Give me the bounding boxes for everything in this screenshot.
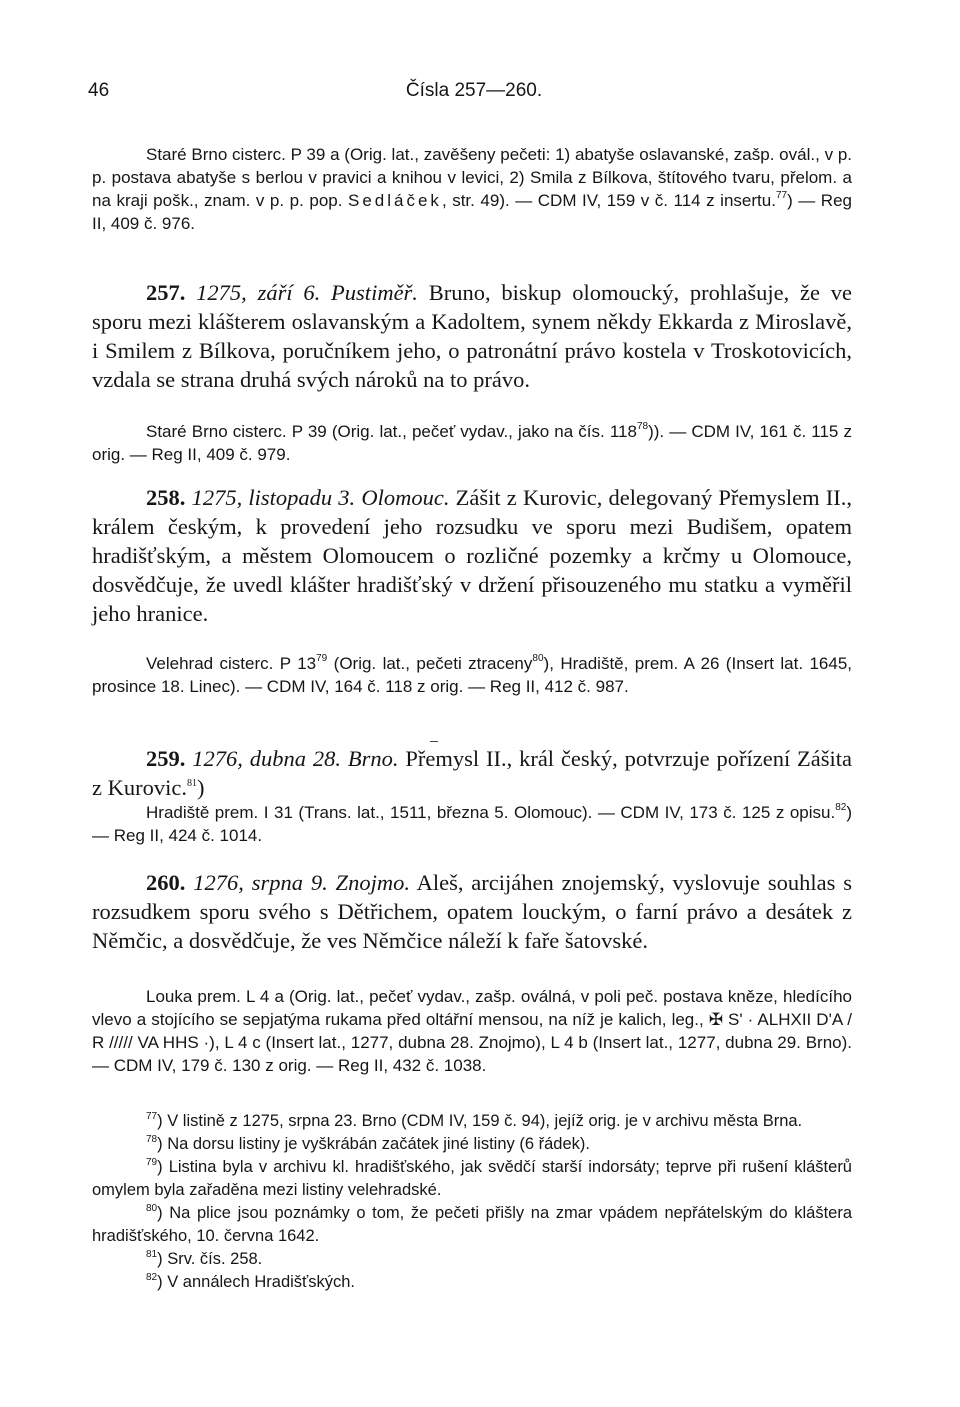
entry-text: 257. 1275, září 6. Pustiměř. Bruno, biskup olomoucký, prohlašuje, že ve sporu mezi klášterem oslavanským a Kadoltem, synem někdy Ekkarda z Miroslavě, i Smilem z Bílkova, poručníkem jeho, o patronátní právo kostela v Troskotovicích, vzdala se strana druhá svých nároků na to právo.: [92, 280, 853, 392]
footnote-79: $^{79}$) Listina byla v archivu kl. hradišťského, jak svědčí starší indorsáty; teprve při rušení klášterů omylem byla zařaděna mezi listiny velehradské.: [92, 1156, 852, 1199]
entry-source: Staré Brno cisterc. P 39 (Orig. lat., pečeť vydav., jako na čís. $118^{78}$)). — CDM IV, 161 č. 115 z orig. — Reg II, 409 č. 979.: [92, 421, 852, 464]
entry-number: 260.: [146, 870, 186, 895]
entry-number: 259.: [146, 746, 186, 771]
entry-date-place: 1276, srpna 9. Znojmo.: [193, 870, 410, 895]
footnotes: [92, 1110, 852, 1294]
footnote-ref: 79: [316, 653, 328, 665]
footnote-ref: 78: [636, 421, 649, 433]
footnote-78: $^{78}$) Na dorsu listiny je vyškrábán začátek jiné listiny (6 řádek).: [146, 1133, 590, 1153]
footnote-77: $^{77}$) V listině z 1275, srpna 23. Brno (CDM IV, 159 č. 94), jejíž orig. je v archivu města Brna.: [146, 1110, 803, 1130]
running-header: [88, 76, 860, 108]
author-name: Sedláček: [348, 191, 442, 210]
entry-date-place: 1275, listopadu 3. Olomouc.: [191, 485, 450, 510]
entry-source: Velehrad cisterc. P $13^{79}$ (Orig. lat., pečeti ztraceny$^{80}$), Hradiště, prem. A 26 (Insert lat. 1645, prosince 18. Linec). — CDM IV, 164 č. 118 z orig. — Reg II, 412 č. 987.: [92, 653, 853, 696]
entry-number: 258.: [146, 485, 186, 510]
entry-text: 258. 1275, listopadu 3. Olomouc. Zášit z Kurovic, delegovaný Přemyslem II., králem českým, k provedení jeho rozsudku ve sporu mezi Budišem, opatem hradišťským, a městem Olomoucem o rozličné pozemky a krčmy u Olomouce, dosvědčuje, že uvedl klášter hradišťský v držení přisouzeného mu statku a vyměřil jeho hranice.: [92, 485, 853, 626]
footnote-81: $^{81}$) Srv. čís. 258.: [146, 1248, 263, 1268]
running-title: Čísla 257—260.: [405, 80, 543, 101]
footnote-82: $^{82}$) V annálech Hradišťských.: [146, 1271, 355, 1291]
footnote-ref: 82: [835, 802, 847, 814]
entry-source: Louka prem. L 4 a (Orig. lat., pečeť vydav., zašp. oválná, v poli peč. postava kněze, hledícího vlevo a stojícího se sepjatýma rukama před oltářní mensou, na níž je kalich, leg., ✠ S' · ALHXII D'A / R ///// VA HHS ·), L 4 c (Insert lat., 1277, dubna 28. Znojmo), L 4 b (Insert lat., 1277, dubna 29. Brno). — CDM IV, 179 č. 130 z orig. — Reg II, 432 č. 1038.: [92, 987, 852, 1075]
page-number: 46: [88, 80, 110, 101]
entry-date-place: 1275, září 6. Pustiměř.: [196, 280, 418, 305]
footnote-ref: 81: [186, 777, 197, 789]
footnote-80: $^{80}$) Na plice jsou poznámky o tom, že pečeti přišly na zmar vpádem nepřátelským do kláštera hradišťského, 10. června 1642.: [92, 1202, 852, 1245]
footnote-ref: 77: [775, 190, 788, 202]
footnote-ref: 80: [532, 653, 544, 665]
entry-text: 260. 1276, srpna 9. Znojmo. Aleš, arcijáhen znojemský, vyslovuje souhlas s rozsudkem sporu svého s Dětřichem, opatem louckým, o farní právo a desátek z Němčic, a dosvědčuje, že ves Němčice náleží k faře šatovské.: [92, 870, 853, 953]
section-divider: [430, 741, 438, 742]
entry-source: Hradiště prem. I 31 (Trans. lat., 1511, března 5. Olomouc). — CDM IV, 173 č. 125 z opisu.$^{82}$) — Reg II, 424 č. 1014.: [92, 802, 852, 845]
intro-source-note: Staré Brno cisterc. P 39 a (Orig. lat., zavěšeny pečeti: 1) abatyše oslavanské, zašp. ovál., v p. p. postava abatyše s berlou v pravici a knihou v levici, 2) Smila z Bílkova, štítového tvaru, přelom. a na kraji pošk., znam. v p. p. pop. Sedláček, str. 49). — CDM IV, 159 v č. 114 z insertu.$^{77}$) — Reg II, 409 č. 976.: [92, 145, 852, 233]
entry-text: 259. 1276, dubna 28. Brno. Přemysl II., král český, potvrzuje pořízení Zášita z Kurovic.$^{81}$): [92, 746, 853, 800]
entry-number: 257.: [146, 280, 186, 305]
entry-date-place: 1276, dubna 28. Brno.: [192, 746, 399, 771]
